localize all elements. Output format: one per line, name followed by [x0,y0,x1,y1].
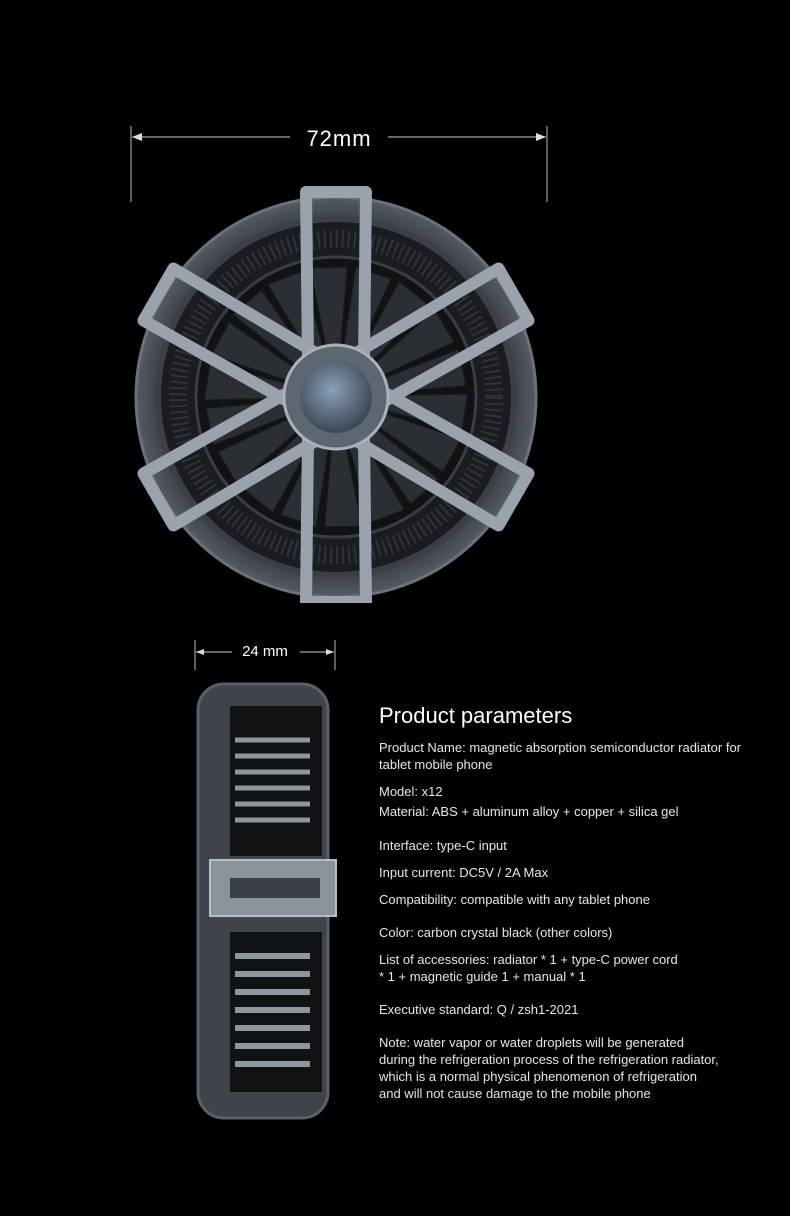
param-product-name: Product Name: magnetic absorption semiconductor radiator for tablet mobile phone [379,740,742,772]
param-material: Material: ABS + aluminum alloy + copper + silica gel [379,804,679,819]
width-label: 72mm [306,126,372,151]
param-accessories: List of accessories: radiator * 1 + type-C power cord * 1 + magnetic guide 1 + manual * 1 [379,952,678,984]
depth-dimension [192,640,338,670]
radiator-side-view [190,676,340,1126]
param-standard: Executive standard: Q / zsh1-2021 [379,1002,579,1017]
param-color: Color: carbon crystal black (other colors) [379,925,613,940]
param-compatibility: Compatibility: compatible with any tablet phone [379,892,650,907]
depth-label: 24 mm [242,643,288,660]
parameters-heading: Product parameters [379,703,573,728]
radiator-front-view [125,183,545,603]
param-note: Note: water vapor or water droplets will be generated during the refrigeration process of the refrigeration radiator, which is a normal physical phenomenon of refrigeration and will not cause damage to the mobile phone [379,1035,719,1101]
param-input-current: Input current: DC5V / 2A Max [379,865,549,880]
param-model: Model: x12 [379,784,443,799]
product-parameters [379,703,769,1101]
param-interface: Interface: type-C input [379,838,507,853]
